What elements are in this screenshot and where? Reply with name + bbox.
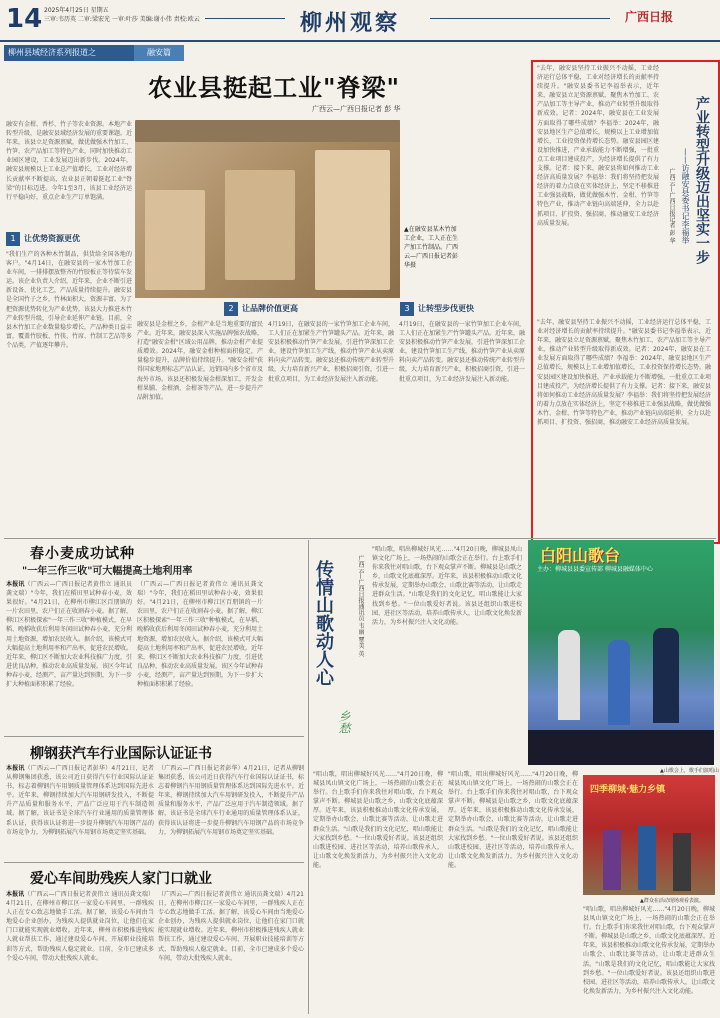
wheat-headline: 春小麦成功试种: [30, 546, 135, 562]
interview-subtitle: ——访融安县委书记李福举: [681, 148, 690, 244]
interview-text-bottom: "去年，融安县坚持工业振兴不动摇，工业经济运行总体平稳，工业对经济增长的贡献率持续提升。"融安县委书记李福举表示，近年来，融安县立足资源禀赋，聚焦木竹加工、农产品加工等主导产业，推动产业转型升级取得新成效。记者：2024年，融安县在工业发展方面取得了哪些成绩？李福举：2024年，融安县地区生产总值增长，规模以上工业增加值增长，工业投资保持增长态势。融安县园区建设加快推进，产业承载能力不断增强，一批重点工业项目建成投产，为经济增长提供了有力支撑。记者：接下来，融安县将如何推动工业经济高质量发展？李福举：我们将坚持把发展经济的着力点放在实体经济上，坚定不移推进工业强县战略，做优做强木竹、金柑、竹笋等特色产业，推动产业链向高端延伸，全力以赴抓项目、扩投资、强招商，推动融安工业经济高质量发展。: [537, 319, 711, 427]
song-subtitle: 乡愁: [337, 710, 351, 734]
subhead-2: [224, 302, 334, 316]
photo-shelf: [225, 170, 295, 280]
main-byline: 广西云—广西日报记者 彭 华: [312, 105, 401, 113]
song-text-mid: "唱山歌，唱出柳城好风光……"4月20日晚，柳城县凤山镇文化广场上，一场热闹的山歌会正在举行。台上歌手们你来我往对唱山歌，台下观众掌声不断。柳城县是山歌之乡，山歌文化底蕴深厚。近年来，该县积极推动山歌文化传承发展，定期举办山歌会、山歌比赛等活动，让山歌走进群众生活。"山歌是我们的文化记忆，唱山歌能让大家找到乡愁。"一位山歌爱好者说。该县还组织山歌进校园、进社区等活动，培养山歌传承人，让山歌文化焕发新活力，为乡村振兴注入文化动能。: [448, 771, 578, 869]
interview-title: 产业转型升级迈出坚实一步: [694, 96, 710, 264]
main-headline: 农业县挺起工业"脊梁": [148, 73, 401, 102]
photo-ceiling: [135, 120, 400, 142]
song-text-left: "唱山歌，唱出柳城好风光……"4月20日晚，柳城县凤山镇文化广场上，一场热闹的山歌会正在举行。台上歌手们你来我往对唱山歌，台下观众掌声不断。柳城县是山歌之乡，山歌文化底蕴深厚。近年来，该县积极推动山歌文化传承发展，定期举办山歌会、山歌比赛等活动，让山歌走进群众生活。"山歌是我们的文化记忆，唱山歌能让大家找到乡愁。"一位山歌爱好者说。该县还组织山歌进校园、进社区等活动，培养山歌传承人，让山歌文化焕发新活力，为乡村振兴注入文化动能。: [313, 771, 443, 869]
header-rule-right: [430, 18, 610, 19]
photo-stage-floor: [528, 730, 714, 765]
newspaper-logo: 广西日报: [625, 10, 674, 24]
photo-shelf: [315, 150, 390, 290]
photo-singer: [558, 630, 580, 720]
wheat-reporter: 本报讯: [6, 581, 25, 588]
aixin-headline: 爱心车间助残疾人家门口就业: [30, 871, 212, 887]
main-col1-text: "我们生产的各种木竹制品，供货给全国各地的客户。"4月14日，在融安县的一家木竹加工企业车间，一排排摆放整齐的竹胶板正等待装车发运。该企业负责人介绍，近年来，企业不断引进新设备、优化工艺，产品质量持续提升。融安县是全国竹子之乡，竹林面积大，资源丰富。为了把资源优势转化为产业优势，该县大力推进木竹产业转型升级，引导企业延伸产业链。目前，全县木竹加工企业数量稳步增长，产品种类日益丰富，覆盖竹胶板、竹筷、竹席、竹制工艺品等多个品类，产值逐年攀升。: [6, 251, 132, 349]
subhead-1-number: 1: [6, 232, 20, 246]
photo-shelf: [145, 190, 205, 290]
main-col2-text: 融安县是金柑之乡，金柑产业是当地重要的富民产业。近年来，融安县深入实施品牌强农战略，打造"融安金柑"区域公用品牌，推动金柑产业提质增效。2024年，融安金柑种植面积稳定，产量稳步提升，品牌价值持续提升。"融安金柑"获得国家地理标志产品认证，远销国内多个省市及海外市场。该县还积极发展金柑深加工，开发金柑果脯、金柑酒、金柑茶等产品，进一步提升产品附加值。: [137, 321, 263, 401]
stage-photo: [528, 540, 714, 765]
header-date: 2025年4月25日 星期五: [44, 7, 109, 14]
factory-photo-caption: ▲在融安县某木竹加工企业，工人正在生产加工竹制品。广西云—广西日报记者彭华摄: [404, 226, 459, 269]
section-divider: [4, 538, 716, 539]
subhead-2-number: 2: [224, 302, 238, 316]
car-reporter: 本报讯: [6, 765, 25, 772]
song-text-top: "唱山歌，唱出柳城好风光……"4月20日晚，柳城县凤山镇文化广场上，一场热闹的山歌会正在举行。台上歌手们你来我往对唱山歌，台下观众掌声不断。柳城县是山歌之乡，山歌文化底蕴深厚。近年来，该县积极推动山歌文化传承发展，定期举办山歌会、山歌比赛等活动，让山歌走进群众生活。"山歌是我们的文化记忆，唱山歌能让大家找到乡愁。"一位山歌爱好者说。该县还组织山歌进校园、进社区等活动，培养山歌传承人，让山歌文化焕发新活力，为乡村振兴注入文化动能。: [372, 546, 522, 626]
series-banner: 柳州县域经济系列报道之: [4, 45, 138, 61]
aixin-text-1: [6, 890, 154, 1014]
series-tag: 融安篇: [134, 45, 184, 61]
car-text-1: [6, 764, 154, 860]
main-col4-text: 4月19日，在融安县的一家竹笋加工企业车间，工人们正在加紧生产竹笋罐头产品。近年来，融安县积极推动竹笋产业发展，引进竹笋深加工企业，建设竹笋加工生产线，推动竹笋产业从卖原料向卖产品转变。融安县还推动传统产业转型升级，大力培育新兴产业，积极招商引资，引进一批重点项目，为工业经济发展注入新动能。: [399, 321, 525, 383]
subhead-1: [6, 232, 132, 246]
aixin-body: （广西云—广西日报记者黄伟立 通讯员龚文瑞）4月21日，在柳州市柳江区一家爱心车间里，一群残疾人正在专心致志地做手工活。据了解，该爱心车间由当地爱心企业创办，为残疾人提供就业岗位，让他们在家门口就能实现就业增收。近年来，柳州市积极推进残疾人就业帮扶工作，通过建设爱心车间、开展职业技能培训等方式，帮助残疾人稳定就业。目前，全市已建成多个爱心车间，带动大批残疾人就业。: [6, 891, 154, 962]
interview-author: 广西云—广西日报记者 彭 华: [668, 168, 675, 244]
subhead-2-text: 让品牌价值更高: [242, 304, 298, 313]
wheat-body: （广西云—广西日报记者黄伟立 通讯员龚文瑞）"今年，我们在稻田里试种春小麦，效果很好。"4月21日，在柳州市柳江区百朋镇的一片农田里，农户们正在收割春小麦。据了解，柳江区积极探索"一年三作三收"种植模式，在早稻、晚稻收获后利用冬闲田试种春小麦，充分利用土地资源，增加农民收入。据介绍，该模式可大幅提高土地利用率和产出率，促进农民增收。近年来，柳江区不断加大农业科技推广力度，引进优良品种，推动农业高质量发展。该区今年试种春小麦，经测产，亩产量达到预期，为下一步扩大种植面积积累了经验。: [6, 581, 132, 689]
article-divider: [4, 862, 304, 863]
wheat-subheadline: "一年三作三收"可大幅提高土地利用率: [22, 566, 193, 577]
main-col3-text: 4月19日，在融安县的一家竹笋加工企业车间，工人们正在加紧生产竹笋罐头产品。近年来，融安县积极推动竹笋产业发展，引进竹笋深加工企业，建设竹笋加工生产线，推动竹笋产业从卖原料向卖产品转变。融安县还推动传统产业转型升级，大力培育新兴产业，积极招商引资，引进一批重点项目，为工业经济发展注入新动能。: [268, 321, 394, 383]
car-body: （广西云—广西日报记者彭华）4月21日，记者从柳钢集团获悉，该公司近日获得汽车行业国际认证证书，标志着柳钢汽车用钢质量管理体系达到国际先进水平。近年来，柳钢持续加大汽车用钢研发投入，不断提升产品质量和服务水平，产品广泛应用于汽车制造领域。据了解，该证书是全球汽车行业通用的质量管理体系认证，获得该认证将进一步提升柳钢汽车用钢产品的市场竞争力，为柳钢拓展汽车用钢市场奠定坚实基础。: [6, 765, 154, 836]
wheat-text-1: [6, 580, 132, 730]
subhead-3-text: 让转型步伐更快: [418, 304, 474, 313]
header-meta: [44, 6, 200, 24]
car-headline: 柳钢获汽车行业国际认证证书: [30, 746, 212, 762]
song-text-right: "唱山歌，唱出柳城好风光……"4月20日晚，柳城县凤山镇文化广场上，一场热闹的山歌会正在举行。台上歌手们你来我往对唱山歌，台下观众掌声不断。柳城县是山歌之乡，山歌文化底蕴深厚。近年来，该县积极推动山歌文化传承发展，定期举办山歌会、山歌比赛等活动，让山歌走进群众生活。"山歌是我们的文化记忆，唱山歌能让大家找到乡愁。"一位山歌爱好者说。该县还组织山歌进校园、进社区等活动，培养山歌传承人，让山歌文化焕发新活力，为乡村振兴注入文化动能。: [583, 906, 715, 995]
article-divider: [4, 736, 304, 737]
stage-photo-caption: ▲山歌会上，歌手们演唱山: [660, 768, 719, 774]
event-photo-caption: ▲群众在活动现场观看表演。: [640, 898, 704, 904]
subhead-1-text: 让优势资源更优: [24, 234, 80, 243]
photo-person: [638, 825, 656, 890]
aixin-reporter: 本报讯: [6, 891, 25, 898]
column-divider: [308, 540, 309, 1014]
main-lead-text: 融安有金柑、香杉、竹子等农业资源。本地产业转型升级，是融安县域经济发展的重要课题。近年来，该县立足资源禀赋，做优做强木竹加工、竹笋、农产品加工等特色产业，同时加快推动工业园区建设，工业发展迈出新步伐。2024年，融安县规模以上工业总产值增长，工业对经济增长贡献率不断提高，农业县正朝着挺起工业"脊梁"的目标迈进。今年1至3月，该县工业经济运行平稳向好，重点企业生产订单饱满。: [6, 121, 132, 201]
event-banner-title: 四季柳城·魅力乡镇: [590, 785, 666, 795]
factory-photo: [135, 120, 400, 298]
photo-singer: [653, 628, 679, 723]
song-headline: 传情山歌动人心: [313, 560, 334, 686]
header-editors: 三审:韦历英 二审:梁宏光 一审:叶莎 美编:谢小伟 责校:欧云: [44, 16, 200, 23]
interview-text-top: "去年，融安县坚持工业振兴不动摇，工业经济运行总体平稳，工业对经济增长的贡献率持续提升。"融安县委书记李福举表示，近年来，融安县立足资源禀赋，聚焦木竹加工、农产品加工等主导产业，推动产业转型升级取得新成效。记者：2024年，融安县在工业发展方面取得了哪些成绩？李福举：2024年，融安县地区生产总值增长，规模以上工业增加值增长，工业投资保持增长态势。融安县园区建设加快推进，产业承载能力不断增强，一批重点工业项目建成投产，为经济增长提供了有力支撑。记者：接下来，融安县将如何推动工业经济高质量发展？李福举：我们将坚持把发展经济的着力点放在实体经济上，坚定不移推进工业强县战略，做优做强木竹、金柑、竹笋等特色产业，推动产业链向高端延伸，全力以赴抓项目、扩投资、强招商，推动融安工业经济高质量发展。: [537, 65, 659, 227]
song-author: 广西云—广西日报通讯员 韦丽 覃美 英: [357, 555, 364, 657]
wheat-text-2: （广西云—广西日报记者黄伟立 通讯员龚文瑞）"今年，我们在稻田里试种春小麦，效果很好。"4月21日，在柳州市柳江区百朋镇的一片农田里，农户们正在收割春小麦。据了解，柳江区积极探索"一年三作三收"种植模式，在早稻、晚稻收获后利用冬闲田试种春小麦，充分利用土地资源，增加农民收入。据介绍，该模式可大幅提高土地利用率和产出率，促进农民增收。近年来，柳江区不断加大农业科技推广力度，引进优良品种，推动农业高质量发展。该区今年试种春小麦，经测产，亩产量达到预期，为下一步扩大种植面积积累了经验。: [137, 581, 263, 689]
aixin-text-2: （广西云—广西日报记者黄伟立 通讯员龚文瑞）4月21日，在柳州市柳江区一家爱心车间里，一群残疾人正在专心致志地做手工活。据了解，该爱心车间由当地爱心企业创办，为残疾人提供就业岗位，让他们在家门口就能实现就业增收。近年来，柳州市积极推进残疾人就业帮扶工作，通过建设爱心车间、开展职业技能培训等方式，帮助残疾人稳定就业。目前，全市已建成多个爱心车间，带动大批残疾人就业。: [158, 891, 304, 962]
header-rule-left: [205, 18, 285, 19]
page-number: 14: [6, 4, 43, 34]
section-title: 柳州观察: [300, 11, 401, 36]
photo-person: [673, 833, 691, 891]
subhead-3: [400, 302, 520, 316]
car-text-2: （广西云—广西日报记者彭华）4月21日，记者从柳钢集团获悉，该公司近日获得汽车行业国际认证证书，标志着柳钢汽车用钢质量管理体系达到国际先进水平。近年来，柳钢持续加大汽车用钢研发投入，不断提升产品质量和服务水平，产品广泛应用于汽车制造领域。据了解，该证书是全球汽车行业通用的质量管理体系认证，获得该认证将进一步提升柳钢汽车用钢产品的市场竞争力，为柳钢拓展汽车用钢市场奠定坚实基础。: [158, 765, 304, 836]
stage-banner-title: 白阳山歌台: [540, 546, 621, 565]
photo-singer: [608, 640, 630, 725]
photo-person: [603, 830, 621, 890]
stage-banner-line: 主办：柳城县县委宣传部 柳城县融媒体中心: [537, 566, 653, 573]
subhead-3-number: 3: [400, 302, 414, 316]
